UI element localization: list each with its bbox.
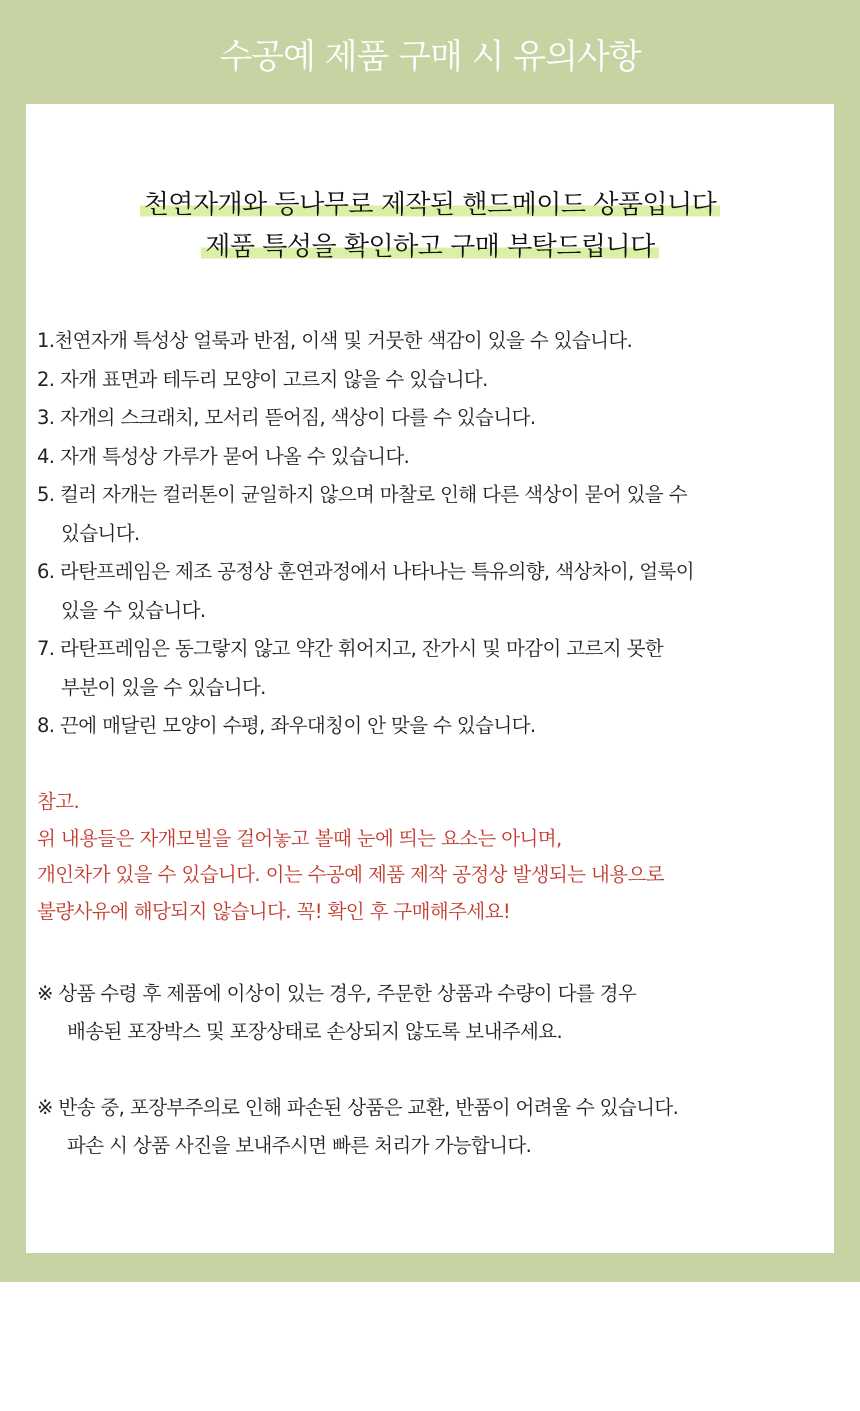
intro-heading bbox=[26, 184, 834, 268]
note-line: 개인차가 있을 수 있습니다. 이는 수공예 제품 제작 공정상 발생되는 내용으로 bbox=[37, 863, 664, 886]
note-section bbox=[37, 784, 832, 930]
notice-line: 파손 시 상품 사진을 보내주시면 빠른 처리가 가능합니다. bbox=[67, 1134, 532, 1157]
note-line: 불량사유에 해당되지 않습니다. 꼭! 확인 후 구매해주세요! bbox=[37, 899, 511, 923]
list-item-continuation: 있을 수 있습니다. bbox=[61, 598, 206, 622]
precaution-list bbox=[37, 322, 832, 746]
notice-line: 배송된 포장박스 및 포장상태로 손상되지 않도록 보내주세요. bbox=[67, 1020, 563, 1043]
list-item: 6. 라탄프레임은 제조 공정상 훈연과정에서 나타나는 특유의향, 색상차이, 얼룩이 bbox=[37, 560, 694, 583]
content-panel bbox=[26, 104, 834, 1253]
list-item: 4. 자개 특성상 가루가 묻어 나올 수 있습니다. bbox=[37, 444, 410, 468]
list-item: 1.천연자개 특성상 얼룩과 반점, 이색 및 거뭇한 색감이 있을 수 있습니다. bbox=[37, 329, 633, 352]
note-label: 참고. bbox=[37, 790, 80, 813]
list-item-continuation: 부분이 있을 수 있습니다. bbox=[61, 675, 266, 699]
intro-line-2: 제품 특성을 확인하고 구매 부탁드립니다 bbox=[201, 232, 659, 262]
list-item: 2. 자개 표면과 테두리 모양이 고르지 않을 수 있습니다. bbox=[37, 367, 488, 391]
damage-notice bbox=[37, 1089, 832, 1165]
list-item: 3. 자개의 스크래치, 모서리 뜯어짐, 색상이 다를 수 있습니다. bbox=[37, 406, 536, 429]
list-item: 5. 컬러 자개는 컬러톤이 균일하지 않으며 마찰로 인해 다른 색상이 묻어 있을 수 bbox=[37, 483, 687, 506]
intro-line-1: 천연자개와 등나무로 제작된 핸드메이드 상품입니다 bbox=[140, 190, 721, 220]
list-item: 8. 끈에 매달린 모양이 수평, 좌우대칭이 안 맞을 수 있습니다. bbox=[37, 714, 536, 737]
list-item: 7. 라탄프레임은 동그랗지 않고 약간 휘어지고, 잔가시 및 마감이 고르지 못한 bbox=[37, 637, 664, 660]
return-notice bbox=[37, 975, 832, 1051]
page-title: 수공예 제품 구매 시 유의사항 bbox=[219, 37, 641, 77]
note-line: 위 내용들은 자개모빌을 걸어놓고 볼때 눈에 띄는 요소는 아니며, bbox=[37, 826, 562, 850]
notice-line: ※ 반송 중, 포장부주의로 인해 파손된 상품은 교환, 반품이 어려울 수 있습니다. bbox=[37, 1096, 679, 1119]
notice-line: ※ 상품 수령 후 제품에 이상이 있는 경우, 주문한 상품과 수량이 다를 경우 bbox=[37, 982, 637, 1005]
list-item-continuation: 있습니다. bbox=[61, 521, 140, 545]
